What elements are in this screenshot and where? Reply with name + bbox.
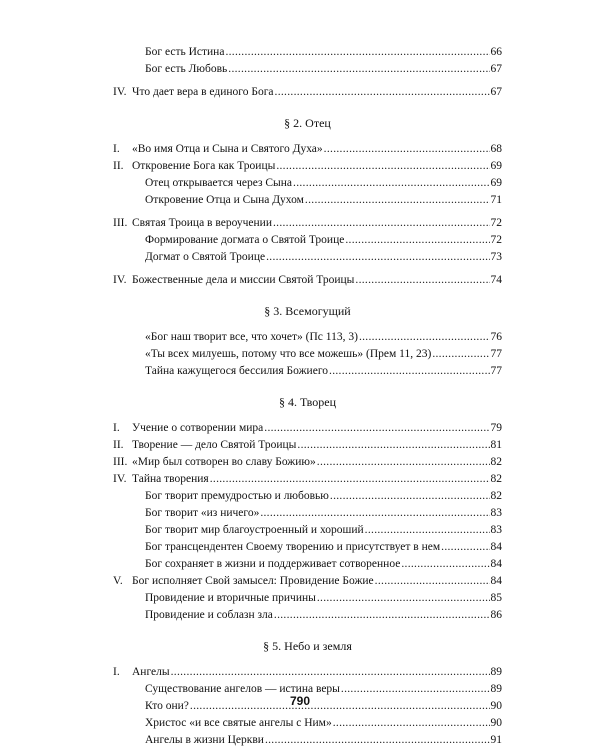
entry-number: III. — [113, 456, 128, 468]
entry-page-number: 82 — [490, 473, 502, 485]
entry-title: Бог исполняет Свой замысел: Провидение Божие — [132, 575, 374, 587]
entry-title: Бог есть Любовь — [145, 63, 228, 75]
entry-page-number: 77 — [490, 365, 502, 377]
entry-page-number: 69 — [490, 160, 502, 172]
dot-leader — [329, 363, 489, 380]
toc-entry[interactable] — [113, 420, 502, 437]
toc-subentry[interactable] — [113, 522, 502, 539]
entry-page-number: 84 — [490, 575, 502, 587]
toc-subentry[interactable] — [113, 715, 502, 732]
toc-subentry[interactable] — [113, 556, 502, 573]
entry-title: Святая Троица в вероучении — [132, 217, 272, 229]
entry-page-number: 67 — [490, 86, 502, 98]
entry-page-number: 89 — [490, 666, 502, 678]
dot-leader — [317, 590, 490, 607]
entry-page-number: 89 — [490, 683, 502, 695]
toc-subentry[interactable] — [113, 732, 502, 749]
toc-subentry[interactable] — [113, 61, 502, 78]
entry-page-number: 72 — [490, 234, 502, 246]
entry-page-number: 77 — [490, 348, 502, 360]
toc-entry[interactable] — [113, 573, 502, 590]
entry-page-number: 91 — [490, 734, 502, 746]
entry-page-number: 67 — [490, 63, 502, 75]
dot-leader — [401, 556, 489, 573]
entry-number: III. — [113, 217, 128, 229]
entry-title: Что дает вера в единого Бога — [132, 86, 274, 98]
entry-number: I. — [113, 422, 120, 434]
toc-subentry[interactable] — [113, 232, 502, 249]
entry-title: Бог творит мир благоустроенный и хороший — [145, 524, 364, 536]
dot-leader — [333, 715, 490, 732]
toc-subentry[interactable] — [113, 249, 502, 266]
entry-page-number: 83 — [490, 507, 502, 519]
entry-title: Учение о сотворении мира — [132, 422, 264, 434]
toc-subentry[interactable] — [113, 539, 502, 556]
toc-subentry[interactable] — [113, 175, 502, 192]
entry-number: IV. — [113, 473, 127, 485]
dot-leader — [441, 539, 489, 556]
dot-leader — [265, 732, 490, 749]
entry-page-number: 66 — [490, 46, 502, 58]
toc-subentry[interactable] — [113, 505, 502, 522]
entry-number: II. — [113, 160, 124, 172]
entry-page-number: 85 — [490, 592, 502, 604]
section-heading: § 4. Творец — [278, 395, 337, 409]
dot-leader — [274, 607, 490, 624]
toc-entry[interactable] — [113, 141, 502, 158]
toc-subentry[interactable] — [113, 590, 502, 607]
entry-page-number: 84 — [490, 541, 502, 553]
dot-leader — [355, 272, 489, 289]
entry-title: Кто они? — [145, 700, 189, 712]
toc-entry[interactable] — [113, 471, 502, 488]
dot-leader — [330, 488, 490, 505]
entry-title: Бог творит «из ничего» — [145, 507, 260, 519]
toc-entry[interactable] — [113, 437, 502, 454]
entry-title: Творение — дело Святой Троицы — [132, 439, 297, 451]
entry-page-number: 68 — [490, 143, 502, 155]
entry-number: I. — [113, 666, 120, 678]
entry-title: Откровение Бога как Троицы — [132, 160, 276, 172]
dot-leader — [293, 175, 489, 192]
dot-leader — [225, 44, 489, 61]
dot-leader — [228, 61, 489, 78]
dot-leader — [275, 84, 490, 101]
dot-leader — [297, 437, 489, 454]
entry-title: «Бог наш творит все, что хочет» (Пс 113, 3) — [145, 331, 358, 343]
toc-entry[interactable] — [113, 158, 502, 175]
toc-entry[interactable] — [113, 84, 502, 101]
dot-leader — [210, 471, 490, 488]
section-heading: § 3. Всемогущий — [264, 304, 351, 318]
toc-entry[interactable] — [113, 454, 502, 471]
toc-entry[interactable] — [113, 664, 502, 681]
entry-title: Ангелы в жизни Церкви — [145, 734, 264, 746]
toc-subentry[interactable] — [113, 329, 502, 346]
entry-title: Христос «и все святые ангелы с Ним» — [145, 717, 332, 729]
entry-title: Ангелы — [132, 666, 170, 678]
entry-page-number: 84 — [490, 558, 502, 570]
entry-title: Существование ангелов — истина веры — [145, 683, 340, 695]
entry-number: V. — [113, 575, 123, 587]
dot-leader — [365, 522, 490, 539]
page-number: 790 — [289, 694, 311, 708]
dot-leader — [171, 664, 490, 681]
dot-leader — [266, 249, 489, 266]
entry-page-number: 90 — [490, 717, 502, 729]
entry-page-number: 82 — [490, 490, 502, 502]
entry-number: IV. — [113, 274, 127, 286]
entry-title: Божественные дела и миссии Святой Троицы — [132, 274, 355, 286]
dot-leader — [432, 346, 489, 363]
entry-page-number: 81 — [490, 439, 502, 451]
table-of-contents — [113, 44, 502, 749]
dot-leader — [260, 505, 489, 522]
dot-leader — [273, 215, 490, 232]
entry-title: Провидение и вторичные причины — [145, 592, 316, 604]
dot-leader — [345, 232, 489, 249]
entry-title: Тайна кажущегося бессилия Божиего — [145, 365, 329, 377]
entry-number: II. — [113, 439, 124, 451]
entry-page-number: 79 — [490, 422, 502, 434]
entry-page-number: 69 — [490, 177, 502, 189]
entry-title: «Во имя Отца и Сына и Святого Духа» — [132, 143, 323, 155]
toc-subentry[interactable] — [113, 346, 502, 363]
entry-page-number: 86 — [490, 609, 502, 621]
entry-title: Формирование догмата о Святой Троице — [145, 234, 345, 246]
dot-leader — [305, 192, 490, 209]
entry-page-number: 72 — [490, 217, 502, 229]
entry-number: IV. — [113, 86, 127, 98]
entry-page-number: 90 — [490, 700, 502, 712]
entry-page-number: 73 — [490, 251, 502, 263]
entry-page-number: 71 — [490, 194, 502, 206]
toc-entry[interactable] — [113, 215, 502, 232]
toc-subentry[interactable] — [113, 363, 502, 380]
entry-title: Бог есть Истина — [145, 46, 225, 58]
entry-title: Бог трансцендентен Своему творению и присутствует в нем — [145, 541, 441, 553]
dot-leader — [264, 420, 489, 437]
dot-leader — [317, 454, 490, 471]
section-heading: § 2. Отец — [284, 116, 331, 130]
toc-subentry[interactable] — [113, 607, 502, 624]
entry-title: «Ты всех милуешь, потому что все можешь» (Прем 11, 23) — [145, 348, 432, 360]
toc-subentry[interactable] — [113, 192, 502, 209]
toc-subentry[interactable] — [113, 44, 502, 61]
dot-leader — [324, 141, 490, 158]
entry-page-number: 74 — [490, 274, 502, 286]
entry-title: Бог сохраняет в жизни и поддерживает сотворенное — [145, 558, 401, 570]
entry-page-number: 82 — [490, 456, 502, 468]
entry-title: Тайна творения — [132, 473, 209, 485]
section-heading: § 5. Небо и земля — [263, 639, 352, 653]
entry-page-number: 76 — [490, 331, 502, 343]
dot-leader — [375, 573, 490, 590]
entry-title: Отец открывается через Сына — [145, 177, 293, 189]
entry-page-number: 83 — [490, 524, 502, 536]
entry-title: Догмат о Святой Троице — [145, 251, 266, 263]
toc-subentry[interactable] — [113, 488, 502, 505]
entry-title: Провидение и соблазн зла — [145, 609, 273, 621]
dot-leader — [359, 329, 490, 346]
entry-title: «Мир был сотворен во славу Божию» — [132, 456, 316, 468]
entry-title: Бог творит премудростью и любовью — [145, 490, 329, 502]
entry-title: Откровение Отца и Сына Духом — [145, 194, 304, 206]
entry-number: I. — [113, 143, 120, 155]
toc-entry[interactable] — [113, 272, 502, 289]
dot-leader — [276, 158, 489, 175]
